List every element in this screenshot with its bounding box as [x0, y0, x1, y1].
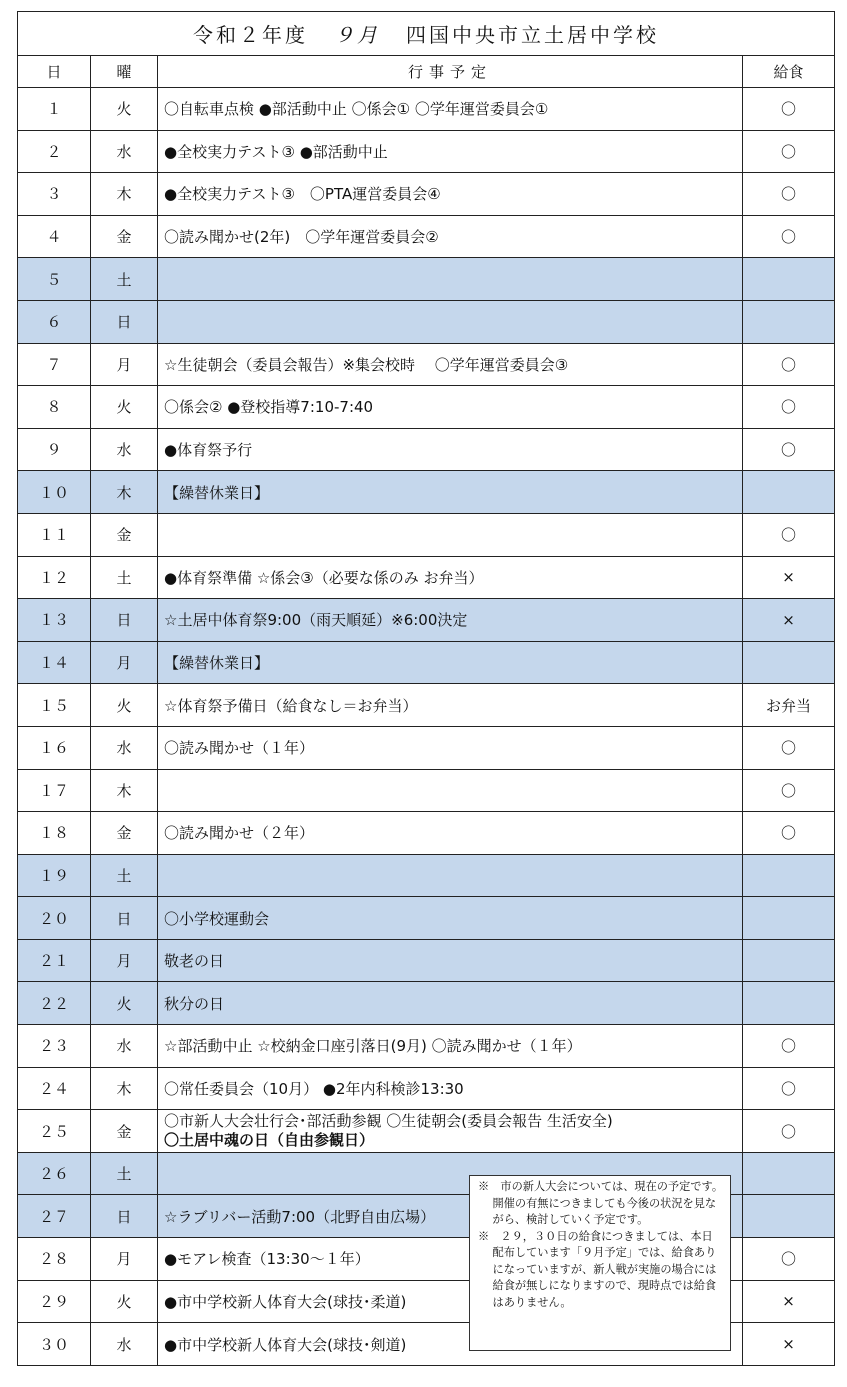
lunch-cell — [743, 1152, 835, 1195]
events-text: ☆ラブリバー活動7:00（北野自由広場） — [164, 1207, 436, 1226]
lunch-cell — [743, 1195, 835, 1238]
day-cell: １１ — [18, 513, 91, 556]
weekday-cell: 木 — [91, 471, 158, 514]
lunch-cell — [743, 897, 835, 940]
day-cell: ２２ — [18, 982, 91, 1025]
day-cell: ７ — [18, 343, 91, 386]
lunch-cell — [743, 854, 835, 897]
events-text: ☆土居中体育祭9:00（雨天順延）※6:00決定 — [164, 611, 468, 630]
events-cell — [158, 130, 743, 173]
weekday-cell: 火 — [91, 386, 158, 429]
day-cell: １ — [18, 88, 91, 131]
weekday-cell: 土 — [91, 1152, 158, 1195]
title-era: 令和２年度 — [193, 23, 308, 47]
lunch-cell — [743, 982, 835, 1025]
events-text: 〇読み聞かせ(2年) 〇学年運営委員会② — [164, 228, 439, 247]
table-row — [18, 684, 835, 727]
table-row — [18, 939, 835, 982]
weekday-cell: 金 — [91, 812, 158, 855]
day-cell: １０ — [18, 471, 91, 514]
title-month: ９月 — [334, 23, 380, 47]
weekday-cell: 日 — [91, 599, 158, 642]
title-school: 四国中央市立土居中学校 — [406, 23, 659, 47]
weekday-cell: 火 — [91, 1280, 158, 1323]
day-cell: １６ — [18, 726, 91, 769]
events-text: 〇自転車点検 ●部活動中止 〇係会① 〇学年運営委員会① — [164, 100, 549, 119]
day-cell: ２ — [18, 130, 91, 173]
lunch-cell — [743, 300, 835, 343]
table-row — [18, 556, 835, 599]
notice-paragraph-1: ※ 市の新人大会については、現在の予定です。開催の有無につきましても今後の状況を見ながら、検討していく予定です。 — [478, 1180, 724, 1226]
day-cell: ２７ — [18, 1195, 91, 1238]
events-text: ☆部活動中止 ☆校納金口座引落日(9月) 〇読み聞かせ（１年） — [164, 1037, 582, 1056]
page-title — [18, 12, 835, 56]
day-header: 日 — [18, 56, 91, 88]
table-row — [18, 258, 835, 301]
table-row — [18, 812, 835, 855]
day-cell: ２０ — [18, 897, 91, 940]
table-row — [18, 641, 835, 684]
lunch-cell: 〇 — [743, 1238, 835, 1281]
events-text: ●体育祭準備 ☆係会③（必要な係のみ お弁当） — [164, 568, 484, 587]
day-cell: ５ — [18, 258, 91, 301]
events-cell — [158, 726, 743, 769]
events-text: ●モアレ検査（13:30～１年） — [164, 1250, 370, 1269]
events-cell — [158, 88, 743, 131]
events-cell — [158, 599, 743, 642]
weekday-cell: 土 — [91, 854, 158, 897]
lunch-cell: 〇 — [743, 386, 835, 429]
day-cell: ９ — [18, 428, 91, 471]
events-cell — [158, 812, 743, 855]
lunch-cell: 〇 — [743, 812, 835, 855]
events-cell — [158, 513, 743, 556]
weekday-cell: 木 — [91, 1067, 158, 1110]
weekday-cell: 金 — [91, 513, 158, 556]
table-row — [18, 173, 835, 216]
day-cell: ２８ — [18, 1238, 91, 1281]
lunch-cell: 〇 — [743, 215, 835, 258]
events-cell — [158, 343, 743, 386]
table-row — [18, 897, 835, 940]
lunch-cell: × — [743, 1280, 835, 1323]
events-text: ☆体育祭予備日（給食なし＝お弁当） — [164, 696, 418, 715]
lunch-cell: 〇 — [743, 130, 835, 173]
events-text: ●市中学校新人体育大会(球技･剣道) — [164, 1335, 407, 1354]
events-cell — [158, 897, 743, 940]
lunch-cell: 〇 — [743, 88, 835, 131]
weekday-cell: 火 — [91, 684, 158, 727]
events-cell — [158, 982, 743, 1025]
weekday-cell: 水 — [91, 428, 158, 471]
events-text: 【繰替休業日】 — [164, 483, 270, 502]
lunch-cell: 〇 — [743, 1110, 835, 1153]
events-text: ●体育祭予行 — [164, 441, 253, 460]
lunch-cell: 〇 — [743, 428, 835, 471]
events-cell — [158, 1067, 743, 1110]
lunch-cell: 〇 — [743, 173, 835, 216]
events-cell — [158, 641, 743, 684]
events-text: 秋分の日 — [164, 994, 225, 1013]
lunch-cell: 〇 — [743, 1067, 835, 1110]
events-cell — [158, 1110, 743, 1153]
lunch-cell: 〇 — [743, 1025, 835, 1068]
events-header: 行事予定 — [158, 56, 743, 88]
weekday-cell: 月 — [91, 343, 158, 386]
table-row — [18, 1110, 835, 1153]
weekday-header: 曜 — [91, 56, 158, 88]
weekday-cell: 木 — [91, 769, 158, 812]
events-text: 〇常任委員会（10月） ●2年内科検診13:30 — [164, 1079, 464, 1098]
events-cell — [158, 684, 743, 727]
day-cell: ２１ — [18, 939, 91, 982]
events-cell — [158, 258, 743, 301]
events-cell — [158, 556, 743, 599]
weekday-cell: 金 — [91, 215, 158, 258]
weekday-cell: 土 — [91, 556, 158, 599]
day-cell: １４ — [18, 641, 91, 684]
table-row — [18, 1025, 835, 1068]
lunch-cell: 〇 — [743, 343, 835, 386]
events-cell — [158, 215, 743, 258]
table-row — [18, 599, 835, 642]
table-row — [18, 769, 835, 812]
weekday-cell: 水 — [91, 1025, 158, 1068]
lunch-cell — [743, 471, 835, 514]
events-cell — [158, 471, 743, 514]
weekday-cell: 水 — [91, 1323, 158, 1366]
events-text: 敬老の日 — [164, 952, 225, 971]
day-cell: ６ — [18, 300, 91, 343]
weekday-cell: 木 — [91, 173, 158, 216]
events-text: ●全校実力テスト③ 〇PTA運営委員会④ — [164, 185, 441, 204]
weekday-cell: 水 — [91, 726, 158, 769]
events-cell — [158, 854, 743, 897]
lunch-cell: 〇 — [743, 513, 835, 556]
day-cell: １７ — [18, 769, 91, 812]
weekday-cell: 日 — [91, 1195, 158, 1238]
table-row — [18, 1067, 835, 1110]
events-text: 〇小学校運動会 — [164, 909, 270, 928]
weekday-cell: 月 — [91, 1238, 158, 1281]
table-row — [18, 428, 835, 471]
day-cell: １９ — [18, 854, 91, 897]
lunch-cell: 〇 — [743, 769, 835, 812]
table-row — [18, 88, 835, 131]
events-cell — [158, 386, 743, 429]
day-cell: ２５ — [18, 1110, 91, 1153]
weekday-cell: 月 — [91, 641, 158, 684]
events-text: 【繰替休業日】 — [164, 654, 270, 673]
lunch-cell — [743, 258, 835, 301]
events-cell — [158, 300, 743, 343]
events-cell — [158, 428, 743, 471]
table-row — [18, 130, 835, 173]
events-text: ●全校実力テスト③ ●部活動中止 — [164, 142, 388, 161]
lunch-cell: × — [743, 1323, 835, 1366]
day-cell: １５ — [18, 684, 91, 727]
events-text: ●市中学校新人体育大会(球技･柔道) — [164, 1292, 407, 1311]
day-cell: ２６ — [18, 1152, 91, 1195]
events-text: 〇市新人大会壮行会･部活動参観 〇生徒朝会(委員会報告 生活安全) — [164, 1112, 613, 1131]
day-cell: ３０ — [18, 1323, 91, 1366]
lunch-cell — [743, 641, 835, 684]
weekday-cell: 金 — [91, 1110, 158, 1153]
events-text: 〇読み聞かせ（１年） — [164, 739, 315, 758]
weekday-cell: 日 — [91, 300, 158, 343]
table-row — [18, 386, 835, 429]
table-row — [18, 471, 835, 514]
day-cell: １３ — [18, 599, 91, 642]
table-row — [18, 854, 835, 897]
weekday-cell: 火 — [91, 982, 158, 1025]
events-text: ☆生徒朝会（委員会報告）※集会校時 〇学年運営委員会③ — [164, 355, 569, 374]
events-cell — [158, 769, 743, 812]
notice-box — [469, 1175, 731, 1351]
table-row — [18, 215, 835, 258]
events-text: 〇読み聞かせ（２年） — [164, 824, 315, 843]
table-row — [18, 513, 835, 556]
title-row — [18, 12, 835, 56]
events-cell — [158, 173, 743, 216]
table-row — [18, 726, 835, 769]
table-row — [18, 343, 835, 386]
day-cell: ２４ — [18, 1067, 91, 1110]
day-cell: ４ — [18, 215, 91, 258]
schedule-body — [18, 88, 835, 1366]
weekday-cell: 月 — [91, 939, 158, 982]
notice-paragraph-2: ※ ２９，３０日の給食につきましては、本日配布しています「９月予定」では、給食ありになっていますが、新人戦が実施の場合には給食が無しになりますので、現時点では給食はありません。 — [478, 1229, 717, 1309]
weekday-cell: 水 — [91, 130, 158, 173]
events-text-line2: 〇土居中魂の日（自由参観日） — [164, 1131, 375, 1150]
events-cell — [158, 1025, 743, 1068]
weekday-cell: 火 — [91, 88, 158, 131]
lunch-cell: × — [743, 599, 835, 642]
day-cell: ３ — [18, 173, 91, 216]
day-cell: １２ — [18, 556, 91, 599]
events-text: 〇係会② ●登校指導7:10-7:40 — [164, 398, 374, 417]
table-row — [18, 982, 835, 1025]
day-cell: ２３ — [18, 1025, 91, 1068]
monthly-schedule-table — [17, 11, 835, 1366]
day-cell: ２９ — [18, 1280, 91, 1323]
events-cell — [158, 939, 743, 982]
day-cell: ８ — [18, 386, 91, 429]
lunch-header: 給食 — [743, 56, 835, 88]
lunch-cell: × — [743, 556, 835, 599]
table-row — [18, 300, 835, 343]
weekday-cell: 土 — [91, 258, 158, 301]
header-row — [18, 56, 835, 88]
lunch-cell: お弁当 — [743, 684, 835, 727]
weekday-cell: 日 — [91, 897, 158, 940]
lunch-cell — [743, 939, 835, 982]
day-cell: １８ — [18, 812, 91, 855]
lunch-cell: 〇 — [743, 726, 835, 769]
